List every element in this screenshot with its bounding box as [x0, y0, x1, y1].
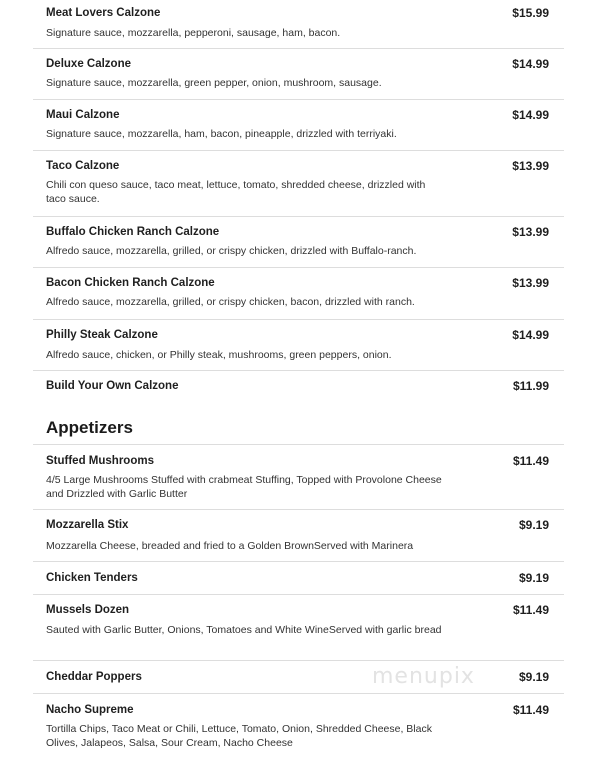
item-price: $11.49 [512, 603, 549, 617]
item-description: Alfredo sauce, chicken, or Philly steak, mushrooms, green peppers, onion. [46, 349, 392, 361]
section-title: Appetizers [46, 418, 133, 437]
item-price: $13.99 [512, 276, 549, 290]
item-description: Tortilla Chips, Taco Meat or Chili, Lettuce, Tomato, Onion, Shredded Cheese, Black Olives, Jalapeos, Salsa, Sour Cream, Nacho Cheese [46, 723, 432, 749]
menu-item [33, 49, 564, 100]
item-description: 4/5 Large Mushrooms Stuffed with crabmeat Stuffing, Topped with Provolone Cheese and Drizzled with Garlic Butter [46, 474, 442, 500]
menu-item [33, 151, 564, 217]
item-name: Cheddar Poppers [46, 671, 142, 683]
item-description: Mozzarella Cheese, breaded and fried to a Golden BrownServed with Marinera [46, 540, 414, 552]
item-name: Chicken Tenders [46, 572, 138, 584]
item-name: Buffalo Chicken Ranch Calzone [46, 226, 220, 238]
item-price: $11.99 [512, 379, 549, 393]
appetizer-list [33, 445, 564, 761]
item-description: Chili con queso sauce, taco meat, lettuce, tomato, shredded cheese, drizzled with taco sauce. [46, 179, 426, 205]
menu-item [33, 320, 564, 371]
watermark-logo: menupix [372, 664, 475, 689]
menu-item [33, 100, 564, 151]
item-price: $14.99 [512, 328, 549, 342]
item-description: Signature sauce, mozzarella, ham, bacon, pineapple, drizzled with terriyaki. [46, 128, 397, 140]
item-name: Bacon Chicken Ranch Calzone [46, 277, 215, 289]
menu-item [33, 562, 564, 595]
item-price: $11.49 [512, 454, 549, 468]
item-description: Alfredo sauce, mozzarella, grilled, or crispy chicken, drizzled with Buffalo-ranch. [46, 245, 417, 257]
item-price: $9.19 [518, 518, 549, 532]
item-price: $15.99 [512, 6, 549, 20]
item-name: Taco Calzone [46, 160, 120, 172]
calzone-list [33, 0, 564, 404]
item-price: $14.99 [512, 57, 549, 71]
item-price: $14.99 [512, 108, 549, 122]
item-name: Stuffed Mushrooms [46, 455, 154, 467]
menu-item [33, 268, 564, 320]
item-price: $13.99 [512, 225, 549, 239]
menu-item [33, 0, 564, 49]
menu-item [33, 510, 564, 562]
item-price: $13.99 [512, 159, 549, 173]
item-name: Build Your Own Calzone [46, 380, 179, 392]
menu-item [33, 661, 564, 694]
item-name: Meat Lovers Calzone [46, 7, 161, 19]
item-name: Deluxe Calzone [46, 58, 131, 70]
item-name: Philly Steak Calzone [46, 329, 158, 341]
menu-item [33, 445, 564, 510]
item-description: Alfredo sauce, mozzarella, grilled, or crispy chicken, bacon, drizzled with ranch. [46, 296, 415, 308]
menu-item [33, 595, 564, 661]
menu-item [33, 371, 564, 404]
item-name: Mozzarella Stix [46, 519, 129, 531]
item-description: Signature sauce, mozzarella, pepperoni, sausage, ham, bacon. [46, 27, 341, 39]
item-name: Maui Calzone [46, 109, 120, 121]
item-price: $11.49 [512, 703, 549, 717]
item-description: Signature sauce, mozzarella, green pepper, onion, mushroom, sausage. [46, 77, 382, 89]
item-name: Nacho Supreme [46, 704, 134, 716]
item-name: Mussels Dozen [46, 604, 130, 616]
menu-item [33, 217, 564, 268]
item-price: $9.19 [518, 571, 549, 585]
item-description: Sauted with Garlic Butter, Onions, Tomatoes and White WineServed with garlic bread [46, 624, 442, 636]
menu-item [33, 694, 564, 761]
item-price: $9.19 [518, 670, 549, 684]
